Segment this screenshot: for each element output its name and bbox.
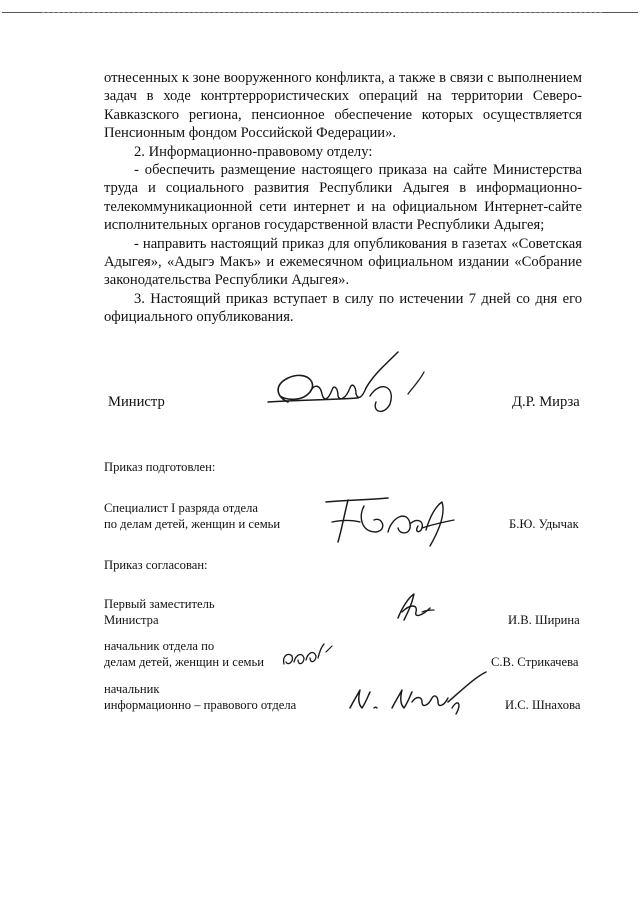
agreed-row-3-line2: информационно – правового отдела	[104, 698, 297, 712]
prepared-heading: Приказ подготовлен:	[104, 460, 216, 474]
agreed-row-3-line1: начальник	[104, 682, 160, 696]
agreed-row-1-line1: Первый заместитель	[104, 597, 215, 611]
top-border-line	[2, 12, 638, 13]
minister-title: Министр	[108, 394, 165, 410]
agreed-heading: Приказ согласован:	[104, 558, 208, 572]
agreed-row-1-signature	[392, 590, 438, 624]
agreed-row-1-name: И.В. Ширина	[508, 613, 580, 627]
paragraph-publish-website: - обеспечить размещение настоящего приказа на сайте Министерства труда и социального развития Республики Адыгея в информационно-телекоммуникационной сети интернет и на официальном Интернет-сайте исполнительных органов государственной власти Республики Адыгея;	[104, 162, 582, 234]
agreed-row-3-name: И.С. Шнахова	[505, 698, 581, 712]
order-body-text	[104, 69, 582, 327]
paragraph-publish-newspapers: - направить настоящий приказ для опубликования в газетах «Советская Адыгея», «Адыгэ Макъ» и ежемесячном официальном издании «Собрание законодательства Республики Адыгея».	[104, 235, 582, 289]
agreed-row-3-signature	[344, 668, 494, 722]
agreed-row-2-signature	[278, 640, 338, 674]
agreed-row-2-line1: начальник отдела по	[104, 639, 215, 653]
prepared-signature	[318, 492, 458, 552]
paragraph-continuation: отнесенных к зоне вооруженного конфликта, а также в связи с выполнением задач в ходе контртеррористических операций на территории Северо-Кавказского региона, пенсионное обеспечение которых осуществляется Пенсионным фондом Российской Федерации».	[104, 70, 582, 142]
prepared-name: Б.Ю. Удычак	[509, 517, 579, 531]
paragraph-item-3: 3. Настоящий приказ вступает в силу по истечении 7 дней со дня его официального опубликования.	[104, 290, 582, 326]
agreed-row-2-name: С.В. Стрикачева	[491, 655, 579, 669]
minister-name: Д.Р. Мирза	[512, 394, 580, 410]
prepared-position-line1: Специалист I разряда отдела	[104, 501, 258, 515]
prepared-position-line2: по делам детей, женщин и семьи	[104, 517, 281, 531]
minister-signature	[258, 350, 428, 430]
agreed-row-2-line2: делам детей, женщин и семьи	[104, 655, 264, 669]
paragraph-item-2: 2. Информационно-правовому отделу:	[134, 143, 373, 160]
agreed-row-1-line2: Министра	[104, 613, 159, 627]
